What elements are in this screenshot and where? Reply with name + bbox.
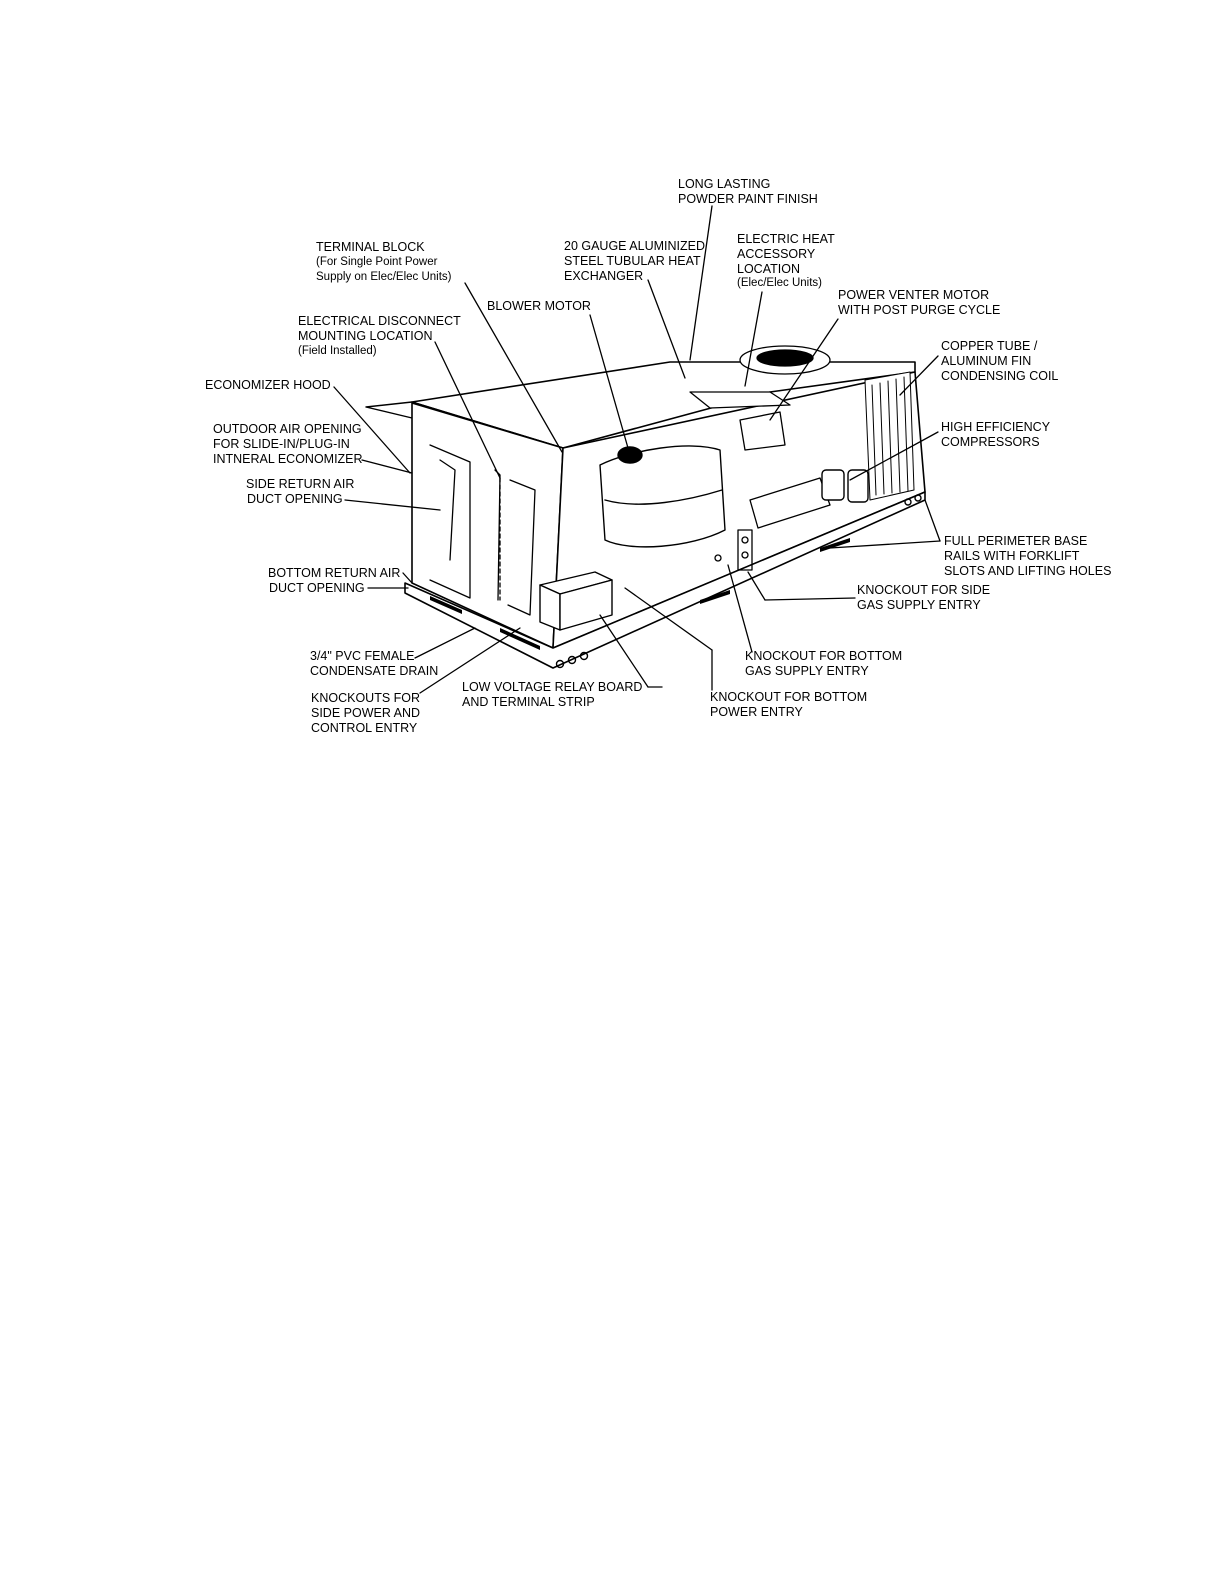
label-bottom-gas: KNOCKOUT FOR BOTTOM GAS SUPPLY ENTRY: [745, 649, 903, 678]
label-terminal-block: TERMINAL BLOCK (For Single Point Power Supply on Elec/Elec Units): [316, 240, 452, 283]
label-bottom-power: KNOCKOUT FOR BOTTOM POWER ENTRY: [710, 690, 868, 719]
label-side-power: KNOCKOUTS FOR SIDE POWER AND CONTROL ENTRY: [311, 691, 421, 735]
blower-housing: [600, 446, 725, 547]
label-base-rails: FULL PERIMETER BASE RAILS WITH FORKLIFT SLOTS AND LIFTING HOLES: [944, 534, 1112, 578]
label-relay-board: LOW VOLTAGE RELAY BOARD AND TERMINAL STRIP: [462, 680, 643, 709]
label-condensing-coil: COPPER TUBE / ALUMINUM FIN CONDENSING COIL: [941, 339, 1059, 383]
label-disconnect: ELECTRICAL DISCONNECT MOUNTING LOCATION (Field Installed): [298, 314, 461, 357]
label-outdoor-air: OUTDOOR AIR OPENING FOR SLIDE-IN/PLUG-IN INTNERAL ECONOMIZER: [213, 422, 363, 466]
label-heat-exchanger: 20 GAUGE ALUMINIZED STEEL TUBULAR HEAT EXCHANGER: [564, 239, 706, 283]
label-side-gas: KNOCKOUT FOR SIDE GAS SUPPLY ENTRY: [857, 583, 991, 612]
condensing-coil: [865, 372, 914, 500]
label-compressors: HIGH EFFICIENCY COMPRESSORS: [941, 420, 1051, 449]
label-power-venter: POWER VENTER MOTOR WITH POST PURGE CYCLE: [838, 288, 1001, 317]
label-electric-heat: ELECTRIC HEAT ACCESSORY LOCATION (Elec/Elec Units): [737, 232, 835, 290]
label-economizer-hood: ECONOMIZER HOOD: [205, 378, 331, 392]
label-condensate-drain: 3/4" PVC FEMALE CONDENSATE DRAIN: [310, 649, 439, 678]
label-blower-motor: BLOWER MOTOR: [487, 299, 591, 313]
label-side-return: SIDE RETURN AIR DUCT OPENING: [246, 477, 355, 506]
label-powder-paint: LONG LASTING POWDER PAINT FINISH: [678, 177, 818, 206]
label-bottom-return: BOTTOM RETURN AIR DUCT OPENING: [268, 566, 401, 595]
